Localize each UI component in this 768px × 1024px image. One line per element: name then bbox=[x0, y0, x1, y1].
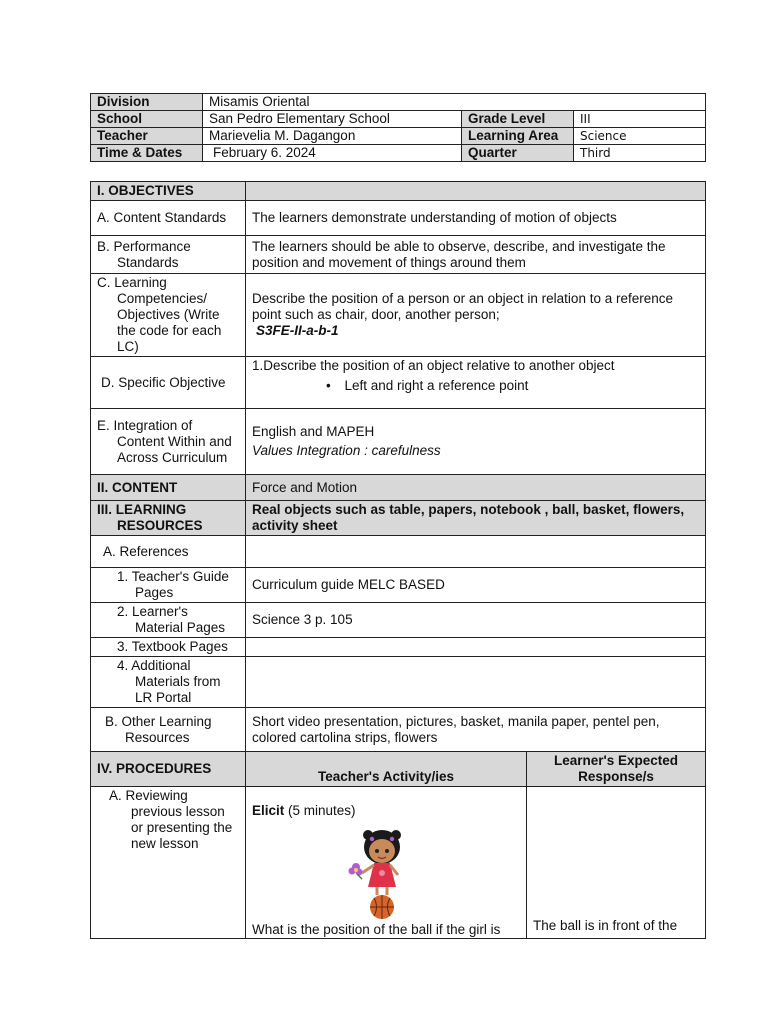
girl-with-ball-illustration bbox=[348, 829, 410, 921]
quarter-value: Third bbox=[574, 145, 706, 162]
learning-competencies-value: Describe the position of a person or an object in relation to a reference point such as chair, door, another person; bbox=[252, 291, 673, 322]
lesson-plan-table bbox=[90, 181, 706, 939]
competency-code: S3FE-II-a-b-1 bbox=[256, 323, 339, 338]
area-value: Science bbox=[574, 128, 706, 145]
time-value: February 6. 2024 bbox=[203, 145, 462, 162]
references-label: A. References bbox=[91, 536, 246, 568]
other-resources-label: B. Other Learning Resources bbox=[91, 708, 246, 752]
values-integration: Values Integration : carefulness bbox=[252, 443, 441, 458]
learning-competencies-label: C. Learning Competencies/ Objectives (Write the code for each LC) bbox=[91, 274, 246, 357]
bullet-icon: • bbox=[326, 378, 331, 393]
school-value: San Pedro Elementary School bbox=[203, 111, 462, 128]
specific-objective-bullet: Left and right a reference point bbox=[344, 378, 529, 393]
teachers-guide-value: Curriculum guide MELC BASED bbox=[246, 568, 706, 603]
division-label: Division bbox=[91, 94, 203, 111]
quarter-label: Quarter bbox=[462, 145, 574, 162]
learners-material-value: Science 3 p. 105 bbox=[246, 603, 706, 638]
header-table bbox=[90, 93, 706, 162]
school-label: School bbox=[91, 111, 203, 128]
performance-standards-value: The learners should be able to observe, describe, and investigate the position and movement of things around them bbox=[246, 236, 706, 274]
area-label: Learning Area bbox=[462, 128, 574, 145]
elicit-label: Elicit bbox=[252, 803, 285, 818]
textbook-pages-label: 3. Textbook Pages bbox=[91, 638, 246, 657]
reviewing-label: A. Reviewing previous lesson or presenting the new lesson bbox=[91, 787, 246, 939]
specific-objective-label: D. Specific Objective bbox=[91, 357, 246, 409]
division-value: Misamis Oriental bbox=[203, 94, 706, 111]
performance-standards-label: B. Performance Standards bbox=[91, 236, 246, 274]
grade-value: III bbox=[574, 111, 706, 128]
content-standards-label: A. Content Standards bbox=[91, 201, 246, 236]
specific-objective-value: 1.Describe the position of an object relative to another object bbox=[252, 358, 615, 373]
teacher-label: Teacher bbox=[91, 128, 203, 145]
learner-response-header: Learner's Expected Response/s bbox=[527, 752, 706, 787]
teacher-activity-header: Teacher's Activity/ies bbox=[246, 752, 527, 787]
learning-resources-value: Real objects such as table, papers, notebook , ball, basket, flowers, activity sheet bbox=[246, 501, 706, 536]
content-heading: II. CONTENT bbox=[91, 475, 246, 501]
learners-material-label: 2. Learner's Material Pages bbox=[91, 603, 246, 638]
time-label: Time & Dates bbox=[91, 145, 203, 162]
question-text: What is the position of the ball if the girl is bbox=[252, 922, 501, 937]
elicit-time: (5 minutes) bbox=[288, 803, 356, 818]
other-resources-value: Short video presentation, pictures, basket, manila paper, pentel pen, colored cartolina strips, flowers bbox=[246, 708, 706, 752]
teacher-value: Marievelia M. Dagangon bbox=[203, 128, 462, 145]
integration-value: English and MAPEH bbox=[252, 424, 375, 439]
expected-answer: The ball is in front of the bbox=[533, 918, 678, 933]
learning-resources-heading: III. LEARNING RESOURCES bbox=[91, 501, 246, 536]
additional-materials-label: 4. Additional Materials from LR Portal bbox=[91, 657, 246, 708]
integration-label: E. Integration of Content Within and Across Curriculum bbox=[91, 409, 246, 475]
objectives-heading: I. OBJECTIVES bbox=[91, 182, 246, 201]
grade-label: Grade Level bbox=[462, 111, 574, 128]
content-value: Force and Motion bbox=[246, 475, 706, 501]
content-standards-value: The learners demonstrate understanding of motion of objects bbox=[246, 201, 706, 236]
procedures-heading: IV. PROCEDURES bbox=[91, 752, 246, 787]
teachers-guide-label: 1. Teacher's Guide Pages bbox=[91, 568, 246, 603]
